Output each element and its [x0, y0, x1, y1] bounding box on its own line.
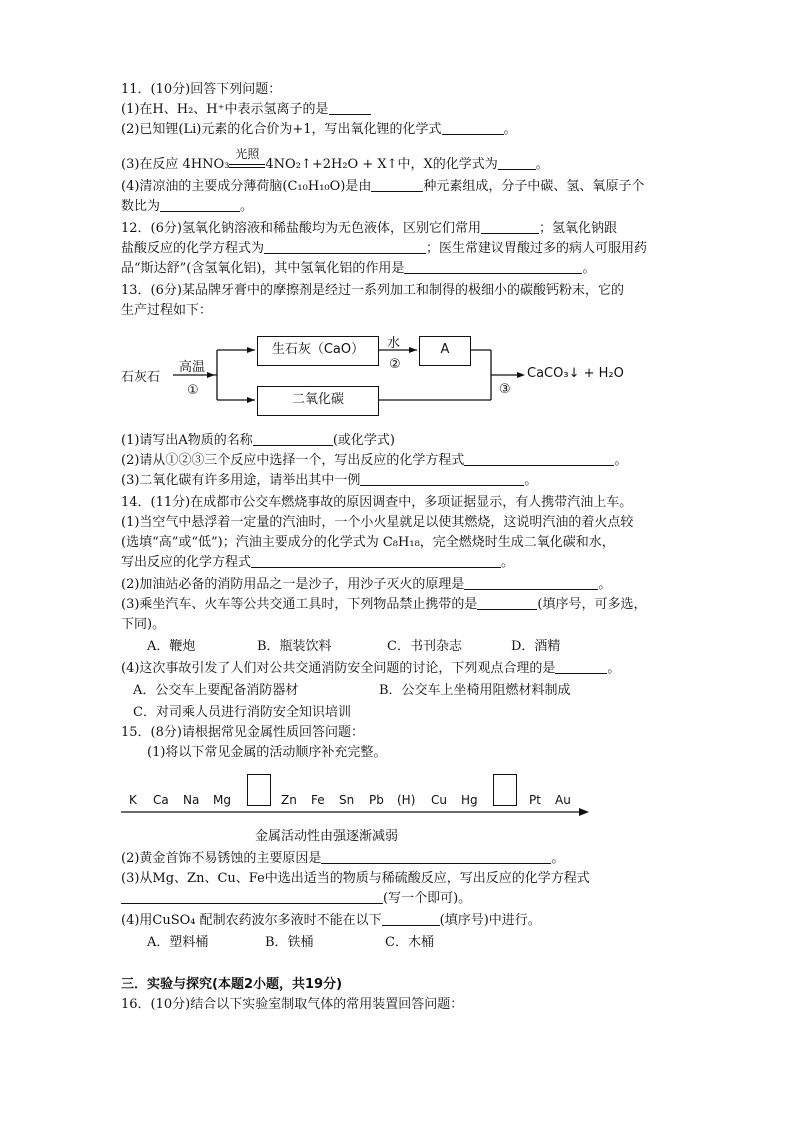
metal-au: Au — [555, 793, 571, 807]
q12-line2: 盐酸反应的化学方程式为 ；医生常建议胃酸过多的病人可服用药 — [121, 241, 648, 256]
answer-box[interactable] — [247, 774, 271, 806]
answer-blank[interactable] — [121, 890, 383, 904]
answer-blank[interactable] — [329, 101, 371, 115]
q11-part3: (3)在反应 4HNO₃ 光照 4NO₂↑+2H₂O + X↑中，X的化学式为 。 — [121, 147, 549, 172]
metal-activity-series — [121, 768, 591, 828]
q13-part3: (3)二氧化碳有许多用途，请举出其中一例 。 — [121, 473, 538, 488]
answer-blank[interactable] — [251, 554, 501, 568]
answer-box[interactable] — [493, 774, 517, 806]
answer-blank[interactable] — [464, 576, 598, 590]
metal-mg: Mg — [213, 793, 231, 807]
flow-condition-water: 水 — [387, 336, 401, 351]
answer-blank[interactable] — [321, 850, 551, 864]
q12-line1: 12．(6分)氢氧化钠溶液和稀盐酸均为无色液体，区别它们常用 ；氢氧化钠跟 — [121, 221, 617, 236]
q16-heading: 16．(10分)结合以下实验室制取气体的常用装置回答问题： — [121, 997, 464, 1012]
q14-option-a[interactable]: A．鞭炮 — [147, 639, 196, 654]
q15-part4: (4)用CuSO₄ 配制农药波尔多液时不能在以下 (填序号)中进行。 — [121, 913, 541, 928]
metal-ca: Ca — [153, 793, 169, 807]
q13-line1: 13．(6分)某品牌牙膏中的摩擦剂是经过一系列加工和制得的极细小的碳酸钙粉末，它的 — [121, 283, 624, 298]
q15-part1: (1)将以下常见金属的活动顺序补充完整。 — [147, 745, 387, 760]
answer-blank[interactable] — [481, 220, 539, 234]
q14-heading: 14．(11分)在成都市公交车燃烧事故的原因调查中，多项证据显示，有人携带汽油上车。 — [121, 495, 633, 510]
metal-fe: Fe — [311, 793, 325, 807]
series-caption: 金属活动性由强逐渐减弱 — [255, 829, 399, 844]
q15-part3-cont: (写一个即可)。 — [121, 890, 471, 908]
metal-na: Na — [183, 793, 200, 807]
q11-part4-cont: 数比为 。 — [121, 199, 254, 214]
q14-part1-cont: (选填“高”或“低”)；汽油主要成分的化学式为 C₈H₁₈，完全燃烧时生成二氧化碳和水， — [121, 535, 615, 550]
metal-h: (H) — [397, 793, 416, 807]
q11-part4: (4)清凉油的主要成分薄荷脑(C₁₀H₁₀O)是由 种元素组成，分子中碳、氢、氧原子个 — [121, 179, 645, 194]
metal-hg: Hg — [461, 793, 478, 807]
q14-part4: (4)这次事故引发了人们对公共交通消防安全问题的讨论，下列观点合理的是 。 — [121, 661, 621, 676]
answer-blank[interactable] — [264, 240, 426, 254]
flow-step-3: ③ — [499, 382, 511, 397]
answer-blank[interactable] — [371, 178, 423, 192]
flow-box-a: A — [419, 336, 471, 366]
q15-part3: (3)从Mg、Zn、Cu、Fe中选出适当的物质与稀硫酸反应，写出反应的化学方程式 — [121, 871, 590, 886]
flow-product: CaCO₃↓ + H₂O — [527, 366, 624, 381]
q12-line3: 品“斯达舒”(含氢氧化铝)，其中氢氧化铝的作用是 。 — [121, 261, 596, 276]
metal-pt: Pt — [529, 793, 541, 807]
metal-k: K — [129, 793, 137, 807]
flow-start-limestone: 石灰石 — [121, 370, 161, 385]
q14-part3: (3)乘坐汽车、火车等公共交通工具时，下列物品禁止携带的是 (填序号，可多选， — [121, 597, 647, 612]
answer-blank[interactable] — [442, 121, 504, 135]
flow-condition-high-temp: 高温 — [179, 360, 206, 375]
flow-box-co2: 二氧化碳 — [257, 386, 379, 416]
q13-line2: 生产过程如下： — [121, 303, 213, 318]
q11-heading: 11．(10分)回答下列问题： — [121, 82, 282, 97]
reaction-condition-arrow: 光照 — [229, 158, 265, 168]
flow-box-quicklime: 生石灰（CaO） — [257, 336, 379, 366]
q13-part1: (1)请写出A物质的名称 (或化学式) — [121, 433, 395, 448]
metal-zn: Zn — [281, 793, 297, 807]
answer-blank[interactable] — [498, 156, 536, 170]
metal-cu: Cu — [431, 793, 447, 807]
q13-part2: (2)请从①②③三个反应中选择一个，写出反应的化学方程式 。 — [121, 453, 628, 468]
metal-sn: Sn — [339, 793, 355, 807]
answer-blank[interactable] — [464, 452, 614, 466]
q15-option-c[interactable]: C．木桶 — [385, 935, 434, 950]
q15-part2: (2)黄金首饰不易锈蚀的主要原因是 。 — [121, 851, 565, 866]
q14-part1-cont2: 写出反应的化学方程式 。 — [121, 555, 515, 570]
metal-pb: Pb — [369, 793, 384, 807]
q14-option-d[interactable]: D．酒精 — [511, 639, 561, 654]
answer-blank[interactable] — [253, 432, 333, 446]
flow-step-1: ① — [187, 383, 199, 398]
q14-p4-option-a[interactable]: A．公交车上要配备消防器材 — [133, 683, 299, 698]
answer-blank[interactable] — [382, 912, 440, 926]
q14-p4-option-c[interactable]: C．对司乘人员进行消防安全知识培训 — [133, 705, 351, 720]
answer-blank[interactable] — [477, 596, 537, 610]
q11-part2: (2)已知锂(Li)元素的化合价为+1，写出氧化锂的化学式 。 — [121, 122, 517, 137]
production-flow-diagram — [121, 328, 681, 418]
q15-option-b[interactable]: B．铁桶 — [265, 935, 314, 950]
flow-step-2: ② — [389, 357, 401, 372]
answer-blank[interactable] — [404, 260, 582, 274]
q14-part3-cont: 下同)。 — [121, 617, 166, 632]
q11-part1: (1)在H、H₂、H⁺中表示氢离子的是 — [121, 101, 371, 119]
answer-blank[interactable] — [555, 660, 607, 674]
q14-option-b[interactable]: B．瓶装饮料 — [257, 639, 332, 654]
q14-p4-option-b[interactable]: B．公交车上坐椅用阻燃材料制成 — [379, 683, 571, 698]
section-3-heading: 三．实验与探究(本题2小题，共19分) — [121, 977, 343, 992]
q15-option-a[interactable]: A．塑料桶 — [147, 935, 209, 950]
q14-part2: (2)加油站必备的消防用品之一是沙子，用沙子灭火的原理是 。 — [121, 577, 612, 592]
answer-blank[interactable] — [160, 198, 240, 212]
q14-option-c[interactable]: C．书刊杂志 — [387, 639, 462, 654]
q15-heading: 15．(8分)请根据常见金属性质回答问题： — [121, 725, 364, 740]
answer-blank[interactable] — [360, 472, 524, 486]
q14-part1: (1)当空气中悬浮着一定量的汽油时，一个小火星就足以使其燃烧，这说明汽油的着火点较 — [121, 515, 634, 530]
